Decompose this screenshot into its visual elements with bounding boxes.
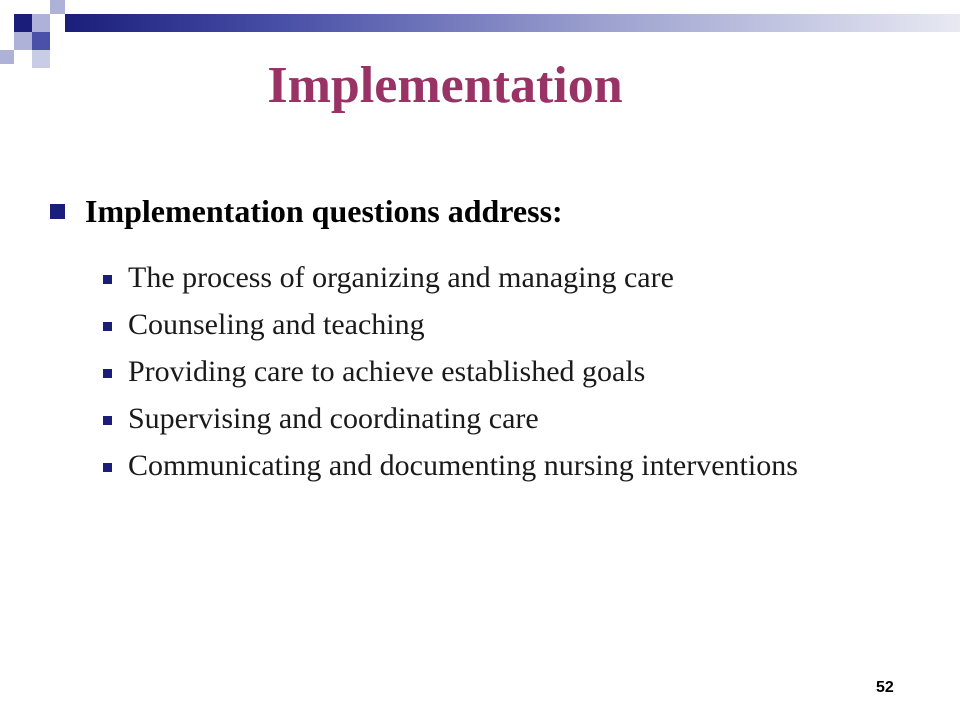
square-bullet-icon (50, 204, 65, 219)
page-number: 52 (876, 679, 894, 696)
corner-square (32, 14, 50, 32)
top-gradient-band (65, 14, 960, 32)
list-item (100, 450, 920, 482)
corner-square (14, 32, 32, 50)
square-bullet-icon (103, 369, 112, 378)
corner-square (32, 32, 50, 50)
square-bullet-icon (103, 416, 112, 425)
square-bullet-icon (103, 463, 112, 472)
list-item-text: Counseling and teaching (128, 308, 425, 341)
list-item-text: Communicating and documenting nursing interventions (128, 449, 798, 482)
square-bullet-icon (103, 322, 112, 331)
main-bullet (50, 193, 563, 230)
corner-square (14, 14, 32, 32)
list-item-text: Providing care to achieve established goals (128, 355, 646, 388)
list-item (100, 356, 920, 388)
corner-square (50, 0, 65, 14)
slide-title: Implementation (267, 57, 623, 114)
list-item (100, 309, 920, 341)
list-item-text: Supervising and coordinating care (128, 402, 539, 435)
list-item-text: The process of organizing and managing care (128, 261, 674, 294)
list-item (100, 262, 920, 294)
main-bullet-text: Implementation questions address: (85, 193, 563, 229)
square-bullet-icon (103, 275, 112, 284)
sub-bullet-list (100, 262, 920, 497)
list-item (100, 403, 920, 435)
